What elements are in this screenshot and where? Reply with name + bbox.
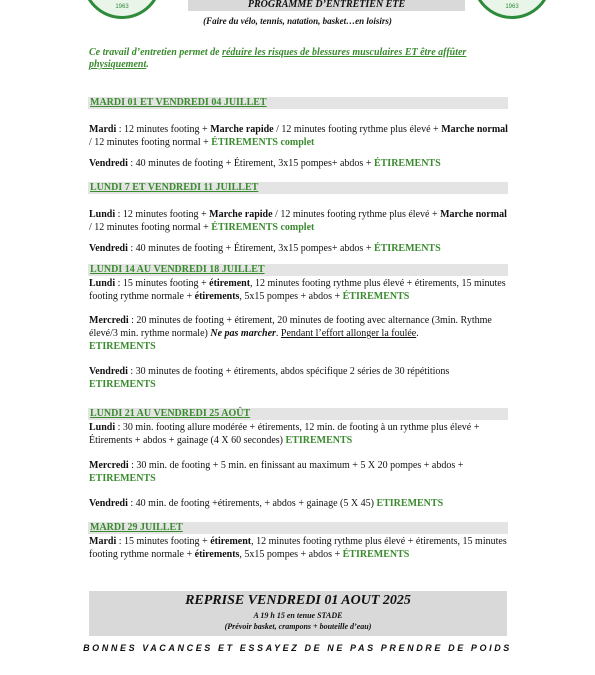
week-heading: LUNDI 14 AU VENDREDI 18 JUILLET (88, 264, 508, 276)
footer-message: BONNES VACANCES ET ESSAYEZ DE NE PAS PRENDRE DE POIDS (83, 643, 512, 653)
page-subtitle: (Faire du vélo, tennis, natation, basket…en loisirs) (203, 16, 392, 26)
session-paragraph: Mardi : 15 minutes footing + étirement, 12 minutes footing rythme plus élevé + étirements, 15 minutes footing rythme normale + étirements, 5x15 pompes + abdos + ÉTIREMENTS (89, 536, 507, 560)
week-heading: LUNDI 21 AU VENDREDI 25 AOÛT (88, 408, 508, 420)
reprise-box (89, 591, 507, 636)
reprise-time: A 19 h 15 en tenue STADE (253, 611, 343, 620)
session-paragraph: Vendredi : 30 minutes de footing + étirements, abdos spécifique 2 séries de 30 répétitions ETIREMENTS (89, 366, 450, 390)
reprise-note: (Prévoir basket, crampons + bouteille d’eau) (224, 622, 372, 631)
page-title: PROGRAMME D’ENTRETIEN ÉTÉ (188, 0, 465, 11)
session-paragraph: Lundi : 30 min. footing allure modérée + étirements, 12 min. de footing à un rythme plus élevé + Étirements + abdos + gainage (4 X 60 secondes) ETIREMENTS (89, 422, 480, 446)
session-paragraph: Mardi : 12 minutes footing + Marche rapide / 12 minutes footing rythme plus élevé + Marche normal / 12 minutes footing normal + ÉTIREMENTS complet (89, 124, 508, 148)
session-paragraph: Mercredi : 30 min. de footing + 5 min. en finissant au maximum + 5 X 20 pompes + abdos + ETIREMENTS (89, 460, 464, 484)
session-paragraph: Vendredi : 40 minutes de footing + Étirement, 3x15 pompes+ abdos + ÉTIREMENTS (89, 243, 441, 254)
week-heading: MARDI 29 JUILLET (88, 522, 508, 534)
week-heading: MARDI 01 ET VENDREDI 04 JUILLET (88, 97, 508, 109)
week-heading: LUNDI 7 ET VENDREDI 11 JUILLET (88, 182, 508, 194)
logo-year: 1963 (115, 4, 129, 10)
session-paragraph: Mercredi : 20 minutes de footing + étirement, 20 minutes de footing avec alternance (3min. Rythme élevé/3 min. rythme normale) Ne pas marcher. Pendant l’effort allonger la foulée. ETIREMENTS (89, 315, 492, 352)
session-paragraph: Lundi : 12 minutes footing + Marche rapide / 12 minutes footing rythme plus élevé + Marche normal / 12 minutes footing normal + ÉTIREMENTS complet (89, 209, 507, 233)
session-paragraph: Vendredi : 40 min. de footing +étirements, + abdos + gainage (5 X 45) ETIREMENTS (89, 498, 444, 509)
intro-text: Ce travail d’entretien permet de réduire les risques de blessures musculaires ET être affûter physiquement. (89, 47, 467, 70)
logo-year: 1963 (505, 4, 519, 10)
session-paragraph: Lundi : 15 minutes footing + étirement, 12 minutes footing rythme plus élevé + étirements, 15 minutes footing rythme normale + étirements, 5x15 pompes + abdos + ÉTIREMENTS (89, 278, 506, 302)
session-paragraph: Vendredi : 40 minutes de footing + Étirement, 3x15 pompes+ abdos + ÉTIREMENTS (89, 158, 441, 169)
reprise-title: REPRISE VENDREDI 01 AOUT 2025 (185, 593, 411, 608)
